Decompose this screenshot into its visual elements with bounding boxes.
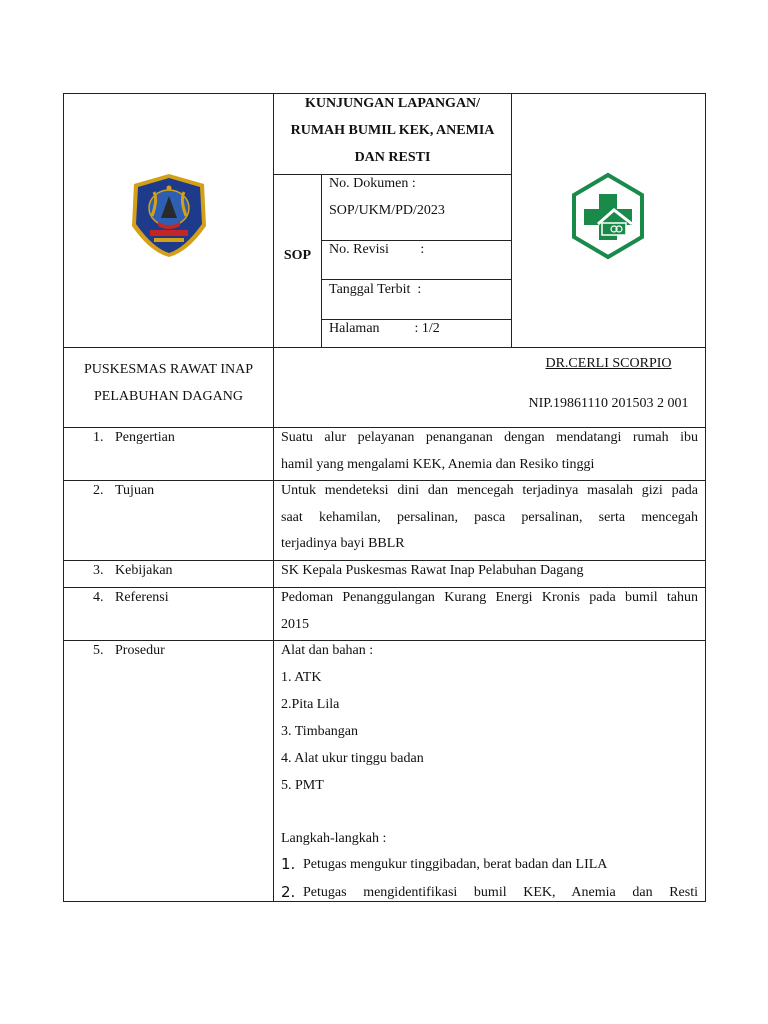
- section-label-pengertian: Pengertian: [115, 430, 175, 445]
- section-label-referensi: Referensi: [115, 590, 169, 605]
- table-border-right: [705, 93, 706, 902]
- prosedur-line: Alat dan bahan :: [281, 643, 374, 658]
- prosedur-line: 2.Pita Lila: [281, 697, 340, 712]
- sop-title-line: RUMAH BUMIL KEK, ANEMIA: [290, 123, 495, 138]
- section-number: 4.: [93, 590, 104, 605]
- section-label-tujuan: Tujuan: [115, 483, 155, 498]
- step-number: 1.: [281, 855, 296, 873]
- prosedur-line: Langkah-langkah :: [281, 831, 387, 846]
- divider: [273, 93, 274, 902]
- referensi-text: 2015: [281, 617, 309, 632]
- signer-nip: NIP.19861110 201503 2 001: [528, 396, 689, 411]
- divider: [511, 93, 512, 347]
- regional-emblem-icon: [128, 172, 210, 258]
- tujuan-text: terjadinya bayi BBLR: [281, 536, 405, 551]
- divider: [63, 347, 706, 348]
- sop-title-line: DAN RESTI: [354, 150, 431, 165]
- prosedur-line: 3. Timbangan: [281, 724, 359, 739]
- prosedur-line: 5. PMT: [281, 778, 324, 793]
- prosedur-line: 4. Alat ukur tinggu badan: [281, 751, 424, 766]
- referensi-text: Pedoman Penanggulangan Kurang Energi Kronis pada bumil tahun: [281, 590, 698, 605]
- tanggal-terbit-label: Tanggal Terbit :: [329, 282, 422, 297]
- organization-name: PUSKESMAS RAWAT INAP: [84, 362, 253, 377]
- signer-name: DR.CERLI SCORPIO: [545, 356, 672, 371]
- pengertian-text: Suatu alur pelayanan penanganan dengan mendatangi rumah ibu: [281, 430, 698, 445]
- divider: [321, 174, 322, 347]
- sop-label: SOP: [283, 248, 312, 263]
- section-number: 2.: [93, 483, 104, 498]
- no-revisi-label: No. Revisi :: [329, 242, 425, 257]
- table-border-left: [63, 93, 64, 902]
- no-dokumen-label: No. Dokumen :: [329, 176, 416, 191]
- step-text: Petugas mengidentifikasi bumil KEK, Anemia dan Resti: [303, 885, 698, 900]
- step-text: Petugas mengukur tinggibadan, berat badan dan LILA: [303, 857, 608, 872]
- pengertian-text: hamil yang mengalami KEK, Anemia dan Resiko tinggi: [281, 457, 595, 472]
- no-dokumen-value: SOP/UKM/PD/2023: [329, 203, 445, 218]
- kebijakan-text: SK Kepala Puskesmas Rawat Inap Pelabuhan Dagang: [281, 563, 584, 578]
- section-number: 3.: [93, 563, 104, 578]
- organization-name: PELABUHAN DAGANG: [94, 389, 243, 404]
- prosedur-line: 1. ATK: [281, 670, 322, 685]
- section-number: 5.: [93, 643, 104, 658]
- puskesmas-cross-icon: [570, 172, 646, 260]
- section-number: 1.: [93, 430, 104, 445]
- tujuan-text: saat kehamilan, persalinan, pasca persalinan, serta mencegah: [281, 510, 698, 525]
- section-label-kebijakan: Kebijakan: [115, 563, 173, 578]
- halaman-label: Halaman : 1/2: [329, 321, 440, 336]
- tujuan-text: Untuk mendeteksi dini dan mencegah terjadinya masalah gizi pada: [281, 483, 698, 498]
- step-number: 2.: [281, 883, 296, 901]
- section-label-prosedur: Prosedur: [115, 643, 165, 658]
- sop-title-line: KUNJUNGAN LAPANGAN/: [304, 96, 481, 111]
